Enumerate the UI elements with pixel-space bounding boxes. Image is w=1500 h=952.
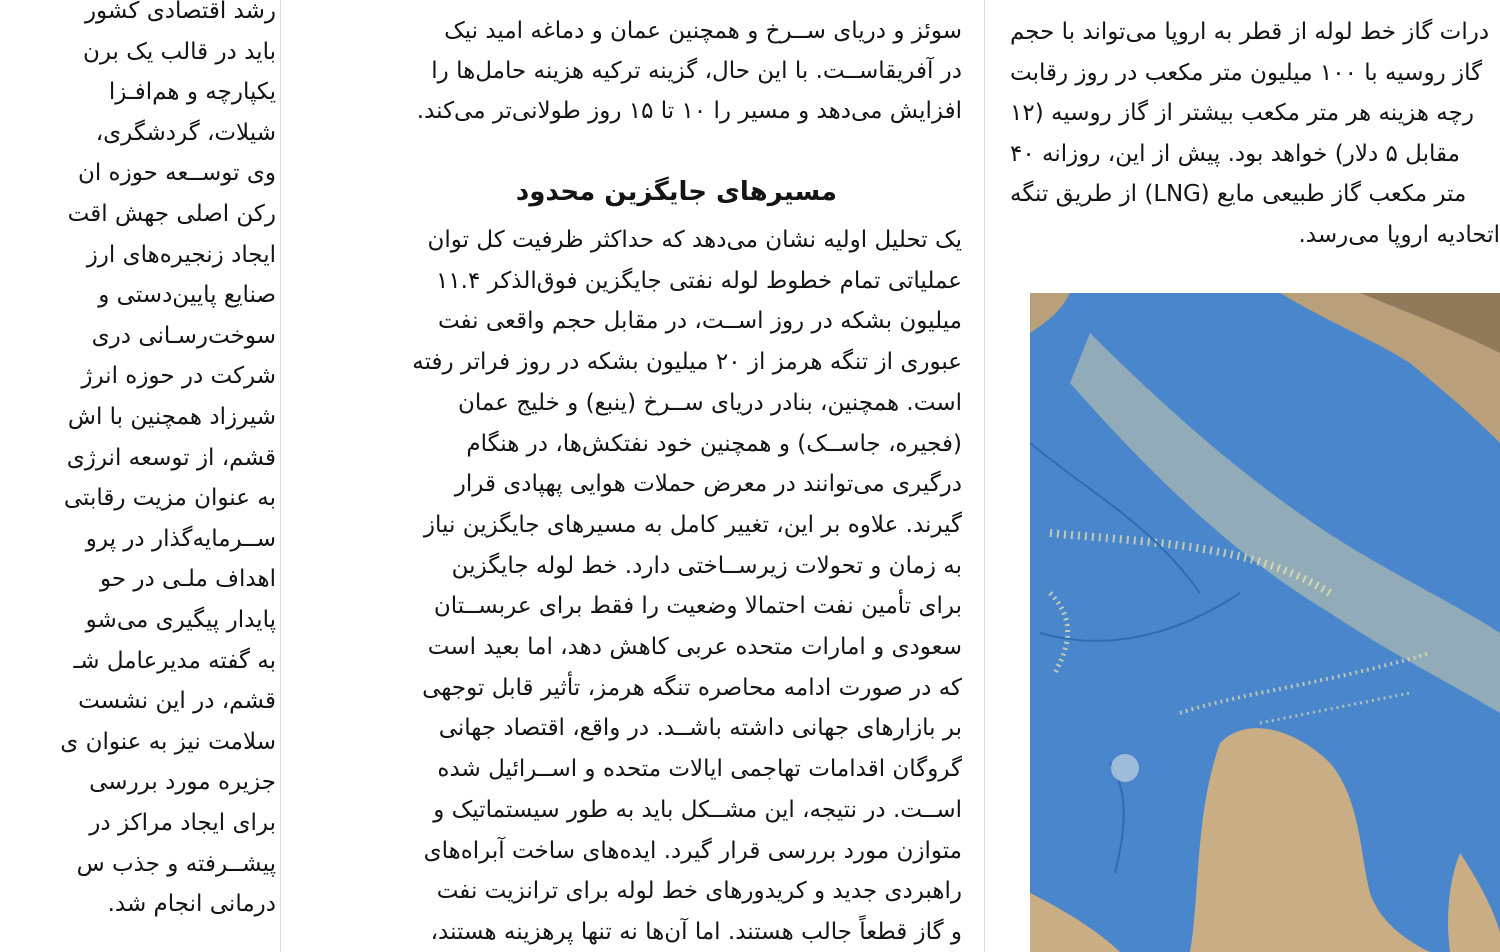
map-graphic — [1030, 293, 1500, 952]
text-line: رکن اصلی جهش اقت — [67, 201, 276, 227]
text-line: اســت. در نتیجه، این مشــکل باید به طور سیستماتیک و — [433, 796, 962, 823]
text-line: (فجیره، جاســک) و همچنین خود نفتکش‌ها، در هنگام — [466, 430, 962, 457]
left-text-column — [0, 0, 278, 952]
section-heading: مسیرهای جایگزین محدود — [515, 177, 837, 207]
text-line: که در صورت ادامه محاصره تنگه هرمز، تأثیر قابل توجهی — [422, 674, 962, 701]
column-divider-right — [984, 0, 985, 952]
text-line: درمانی انجام شد. — [107, 891, 276, 918]
text-line: درات گاز خط لوله از قطر به اروپا می‌تواند با حجم — [1010, 19, 1490, 45]
text-line: سلامت نیز به عنوان ی — [60, 728, 276, 755]
text-line: صنایع پایین‌دستی و — [98, 282, 276, 309]
text-line: عبوری از تنگه هرمز از ۲۰ میلیون بشکه در روز فراتر رفته — [412, 349, 962, 376]
text-line: متوازن مورد بررسی قرار گیرد. ایده‌های ساخت آبراه‌های — [423, 837, 962, 864]
text-line: افزایش می‌دهد و مسیر را ۱۰ تا ۱۵ روز طولانی‌تر می‌کند. — [416, 98, 962, 124]
text-line: برای ایجاد مراکز در — [89, 810, 276, 836]
text-line: و گاز قطعاً جالب هستند. اما آن‌ها نه تنها پرهزینه هستند، — [430, 918, 962, 945]
text-line: راهبردی جدید و کریدورهای خط لوله برای ترانزیت نفت — [436, 878, 962, 905]
text-line: شرکت در حوزه انرژ — [81, 363, 276, 390]
text-line: ایجاد زنجیره‌های ارز — [86, 241, 276, 268]
text-line: رشد اقتصادی کشور — [84, 0, 276, 24]
text-line: به گفته مدیرعامل شـ — [73, 647, 276, 674]
text-line: شیلات، گردشگری، — [95, 119, 276, 146]
text-line: ســرمایه‌گذار در پرو — [85, 525, 276, 552]
text-line: قشم، از توسعه انرژی — [66, 444, 276, 471]
text-line: سوخت‌رسـانی دری — [91, 322, 276, 349]
text-line: متر مکعب گاز طبیعی مایع (LNG) از طریق تنگه — [1010, 181, 1467, 208]
text-line: وی توســعه حوزه ان — [77, 160, 276, 187]
text-line: درگیری می‌توانند در معرض حملات هوایی پهپادی قرار — [454, 471, 962, 498]
text-line: گاز روسیه با ۱۰۰ میلیون متر مکعب در روز رقابت — [1010, 59, 1483, 86]
text-line: اتحادیه اروپا می‌رسد. — [1298, 222, 1500, 248]
shipping-density-map — [1030, 293, 1500, 952]
text-line: رچه هزینه هر متر مکعب بیشتر از گاز روسیه (۱۲ — [1010, 100, 1474, 127]
text-line: مقابل ۵ دلار) خواهد بود. پیش از این، روزانه ۴۰ — [1010, 140, 1460, 167]
text-line: سوئز و دریای ســرخ و همچنین عمان و دماغه امید نیک — [444, 18, 962, 44]
column-divider-left — [280, 0, 281, 952]
text-line: میلیون بشکه در روز اســت، در مقابل حجم واقعی نفت — [437, 308, 962, 335]
text-line: گروگان اقدامات تهاجمی ایالات متحده و اســرائیل شده — [437, 756, 962, 783]
text-line: سعودی و امارات متحده عربی کاهش دهد، اما بعید است — [427, 634, 962, 660]
text-line: یکپارچه و هم‌افـزا — [108, 79, 276, 106]
text-line: در آفریقاســت. با این حال، گزینه ترکیه هزینه حامل‌ها را — [431, 58, 962, 84]
text-line: برای تأمین نفت احتمالا وضعیت را فقط برای عربســتان — [433, 593, 962, 620]
text-line: بر بازارهای جهانی داشته باشــد. در واقع، اقتصاد جهانی — [438, 715, 962, 742]
text-line: باید در قالب یک برن — [82, 38, 276, 65]
text-line: پایدار پیگیری می‌شو — [85, 607, 276, 633]
text-line: یک تحلیل اولیه نشان می‌دهد که حداکثر ظرفیت کل توان — [427, 227, 962, 253]
text-line: است. همچنین، بنادر دریای ســرخ (ینبع) و خلیج عمان — [458, 389, 962, 416]
text-line: به زمان و تحولات زیرســاختی دارد. خط لوله جایگزین — [451, 552, 962, 579]
middle-text-column — [380, 0, 962, 952]
text-line: عملیاتی تمام خطوط لوله نفتی جایگزین فوق‌الذکر ۱۱.۴ — [435, 267, 962, 294]
text-line: به عنوان مزیت رقابتی — [63, 485, 276, 512]
text-line: قشم، در این نشست — [78, 688, 276, 715]
text-line: گیرند. علاوه بر این، تغییر کامل به مسیرهای جایگزین نیاز — [423, 511, 962, 538]
text-line: اهداف ملـی در حو — [99, 566, 276, 593]
text-line: پیشــرفته و جذب س — [76, 850, 276, 877]
text-line: جزیره مورد بررسی — [89, 769, 276, 796]
text-line: شیرزاد همچنین با اش — [67, 404, 276, 430]
